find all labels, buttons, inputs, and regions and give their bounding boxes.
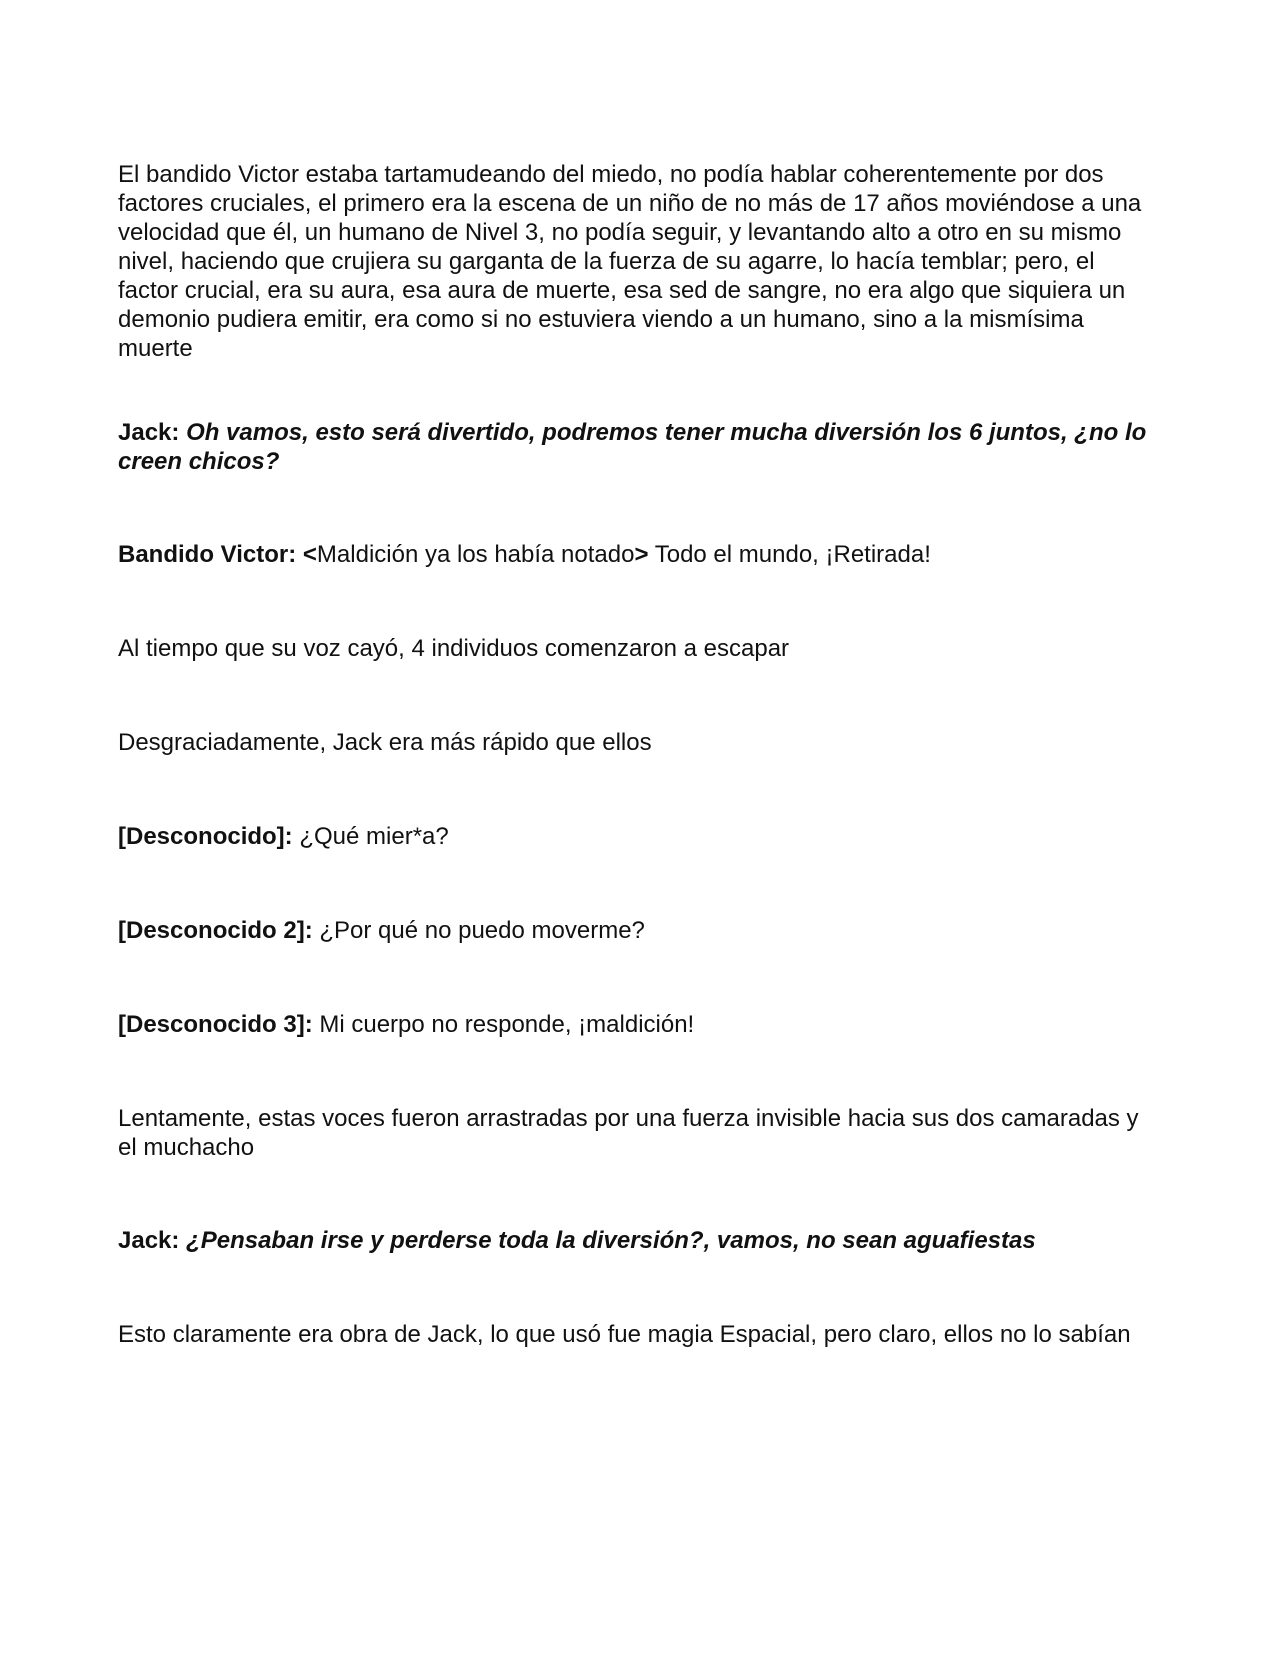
thought-text: Maldición ya los había notado [316, 541, 635, 568]
dialogue-desconocido-2 [118, 916, 1158, 945]
dialogue-text: Oh vamos, esto será divertido, podremos tener mucha diversión los 6 juntos, ¿no lo creen chicos? [118, 419, 1147, 475]
speaker-label: Jack: [118, 1227, 180, 1254]
dialogue-desconocido-1 [118, 822, 1158, 851]
narration-paragraph-2: Al tiempo que su voz cayó, 4 individuos comenzaron a escapar [118, 635, 790, 662]
dialogue-text: Todo el mundo, ¡Retirada! [654, 541, 931, 568]
narration-paragraph-3: Desgraciadamente, Jack era más rápido que ellos [118, 729, 652, 756]
dialogue-desconocido-3 [118, 1010, 1158, 1039]
thought-close-bracket: > [634, 541, 649, 568]
speaker-label: Jack: [118, 419, 180, 446]
speaker-label: Bandido Victor: [118, 541, 297, 568]
dialogue-text: Mi cuerpo no responde, ¡maldición! [319, 1011, 695, 1038]
narration-paragraph-4: Lentamente, estas voces fueron arrastradas por una fuerza invisible hacia sus dos camaradas y el muchacho [118, 1105, 1139, 1161]
speaker-label: [Desconocido 2]: [118, 917, 313, 944]
dialogue-bandido-victor [118, 540, 1158, 569]
dialogue-jack-2 [118, 1226, 1158, 1255]
dialogue-jack-1 [118, 418, 1158, 476]
dialogue-text: ¿Por qué no puedo moverme? [319, 917, 645, 944]
speaker-label: [Desconocido 3]: [118, 1011, 313, 1038]
speaker-label: [Desconocido]: [118, 823, 293, 850]
narration-paragraph-1: El bandido Victor estaba tartamudeando del miedo, no podía hablar coherentemente por dos factores cruciales, el primero era la escena de un niño de no más de 17 años moviéndose a una velocidad que él, un humano de Nivel 3, no podía seguir, y levantando alto a otro en su mismo nivel, haciendo que crujiera su garganta de la fuerza de su agarre, lo hacía temblar; pero, el factor crucial, era su aura, esa aura de muerte, esa sed de sangre, no era algo que siquiera un demonio pudiera emitir, era como si no estuviera viendo a un humano, sino a la mismísima muerte [118, 161, 1142, 362]
narration-paragraph-5: Esto claramente era obra de Jack, lo que usó fue magia Espacial, pero claro, ellos no lo sabían [118, 1321, 1131, 1348]
dialogue-text: ¿Pensaban irse y perderse toda la diversión?, vamos, no sean aguafiestas [186, 1227, 1036, 1254]
dialogue-text: ¿Qué mier*a? [299, 823, 449, 850]
thought-open-bracket: < [302, 541, 317, 568]
